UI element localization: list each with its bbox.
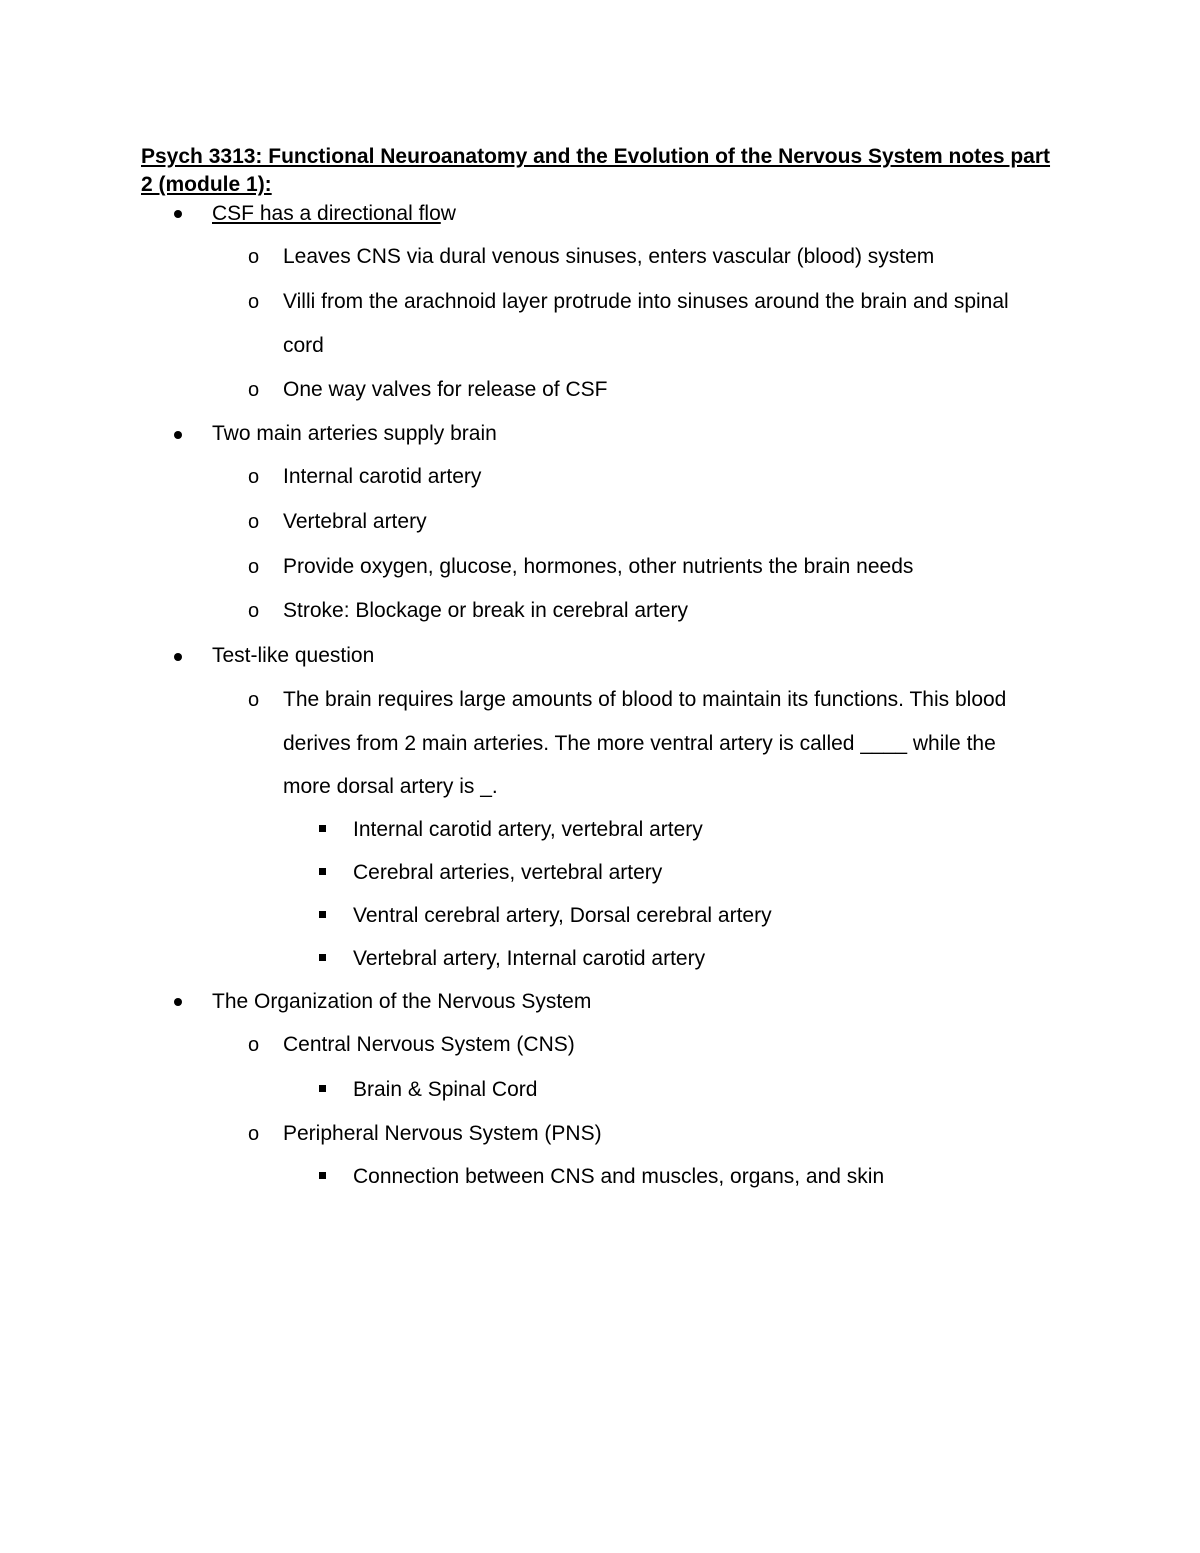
circle-bullet-icon: o: [248, 379, 260, 401]
list-item: Two main arteries supply brain: [212, 422, 497, 445]
list-item-underlined-text: CSF has a directional flo: [212, 202, 441, 225]
circle-bullet-icon: o: [248, 689, 260, 711]
list-item: Vertebral artery, Internal carotid artery: [353, 947, 706, 970]
circle-bullet-icon: o: [248, 1123, 260, 1145]
square-bullet-icon: [319, 868, 326, 875]
list-item: Leaves CNS via dural venous sinuses, enters vascular (blood) system: [283, 245, 935, 268]
list-item: Brain & Spinal Cord: [353, 1078, 538, 1101]
list-item: One way valves for release of CSF: [283, 378, 608, 401]
list-item: Central Nervous System (CNS): [283, 1033, 575, 1056]
square-bullet-icon: [319, 954, 326, 961]
list-item: The Organization of the Nervous System: [212, 990, 592, 1013]
list-item-continuation: derives from 2 main arteries. The more ventral artery is called ____ while the: [283, 732, 996, 755]
square-bullet-icon: [319, 1172, 326, 1179]
list-item: Stroke: Blockage or break in cerebral artery: [283, 599, 689, 622]
bullet-dot-icon: [174, 998, 182, 1006]
document-title: Psych 3313: Functional Neuroanatomy and the Evolution of the Nervous System notes part 2 (module 1):: [141, 145, 1051, 196]
list-item: Test-like question: [212, 644, 375, 667]
list-item: Internal carotid artery: [283, 465, 482, 488]
circle-bullet-icon: o: [248, 600, 260, 622]
list-item: Peripheral Nervous System (PNS): [283, 1122, 602, 1145]
square-bullet-icon: [319, 825, 326, 832]
circle-bullet-icon: o: [248, 291, 260, 313]
circle-bullet-icon: o: [248, 1034, 260, 1056]
list-item: Cerebral arteries, vertebral artery: [353, 861, 663, 884]
list-item: Vertebral artery: [283, 510, 427, 533]
list-item: Internal carotid artery, vertebral artery: [353, 818, 703, 841]
bullet-dot-icon: [174, 653, 182, 661]
square-bullet-icon: [319, 1085, 326, 1092]
list-item-continuation: more dorsal artery is _.: [283, 775, 498, 798]
bullet-dot-icon: [174, 210, 182, 218]
circle-bullet-icon: o: [248, 466, 260, 488]
list-item: [212, 200, 456, 228]
circle-bullet-icon: o: [248, 556, 260, 578]
list-item: The brain requires large amounts of blood to maintain its functions. This blood: [283, 688, 1007, 711]
square-bullet-icon: [319, 911, 326, 918]
list-item: Villi from the arachnoid layer protrude into sinuses around the brain and spinal: [283, 290, 1009, 313]
list-item: Ventral cerebral artery, Dorsal cerebral artery: [353, 904, 772, 927]
circle-bullet-icon: o: [248, 246, 260, 268]
circle-bullet-icon: o: [248, 511, 260, 533]
list-item: Connection between CNS and muscles, organs, and skin: [353, 1165, 885, 1188]
list-item-continuation: cord: [283, 334, 324, 357]
list-item-text-rest: w: [440, 202, 456, 225]
list-item: Provide oxygen, glucose, hormones, other nutrients the brain needs: [283, 555, 914, 578]
bullet-dot-icon: [174, 431, 182, 439]
